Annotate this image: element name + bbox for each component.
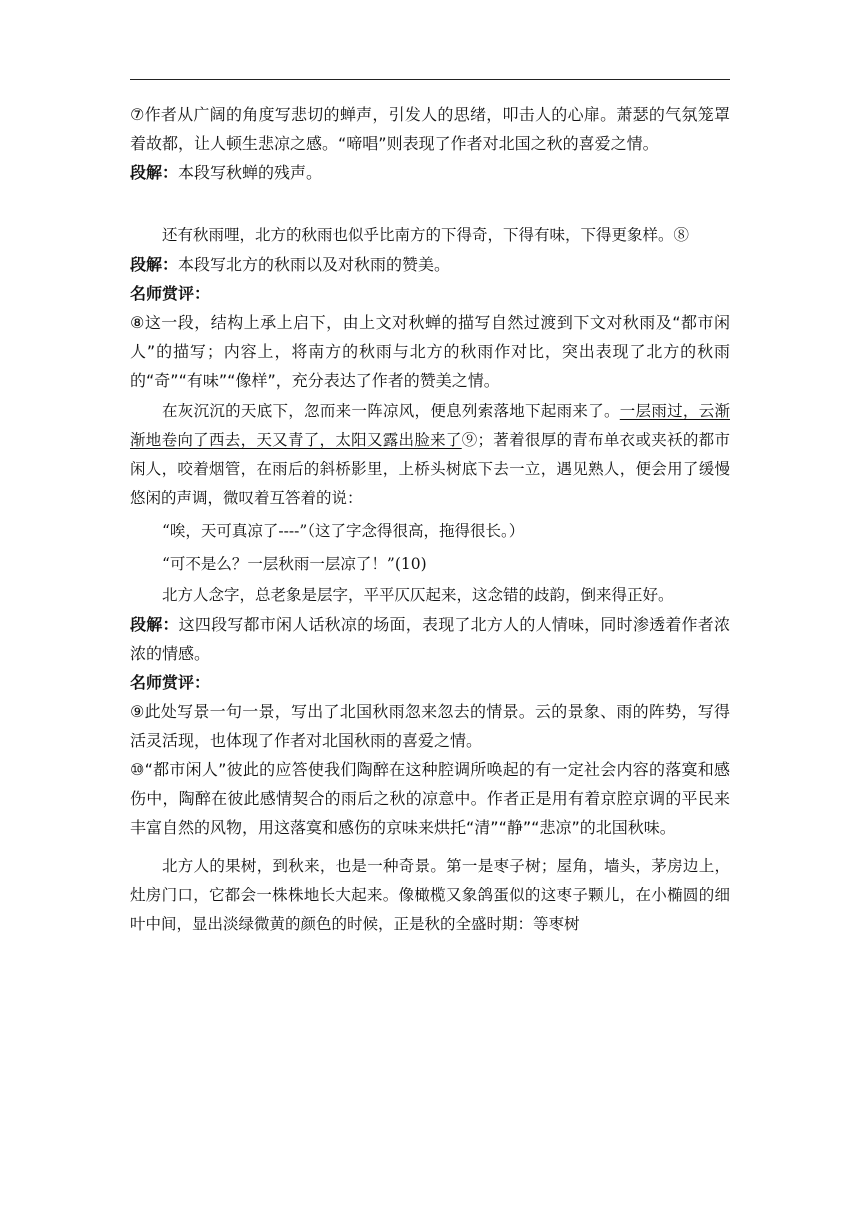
paragraph-10: 北方人念字，总老象是层字，平平仄仄起来，这念错的歧韵，倒来得正好。 xyxy=(162,586,674,604)
spacer xyxy=(130,187,730,221)
header-rule xyxy=(130,79,730,80)
note-marker-9: ⑨ xyxy=(461,431,478,449)
paragraph-11: 北方人的果树，到秋来，也是一种奇景。第一是枣子树；屋角，墙头，茅房边上，灶房门口，它都会一株株地长大起来。像橄榄又象鸽蛋似的这枣子颗儿，在小椭圆的细叶中间，显出淡绿微黄的颜色的时候，正是秋的全盛时期：等枣树 xyxy=(130,857,730,933)
segment-note-2 xyxy=(130,250,730,279)
underlined-passage: 一层雨过，云渐渐地卷向了西去，天又青了，太阳又露出脸来了 xyxy=(130,402,730,449)
segment-note-3 xyxy=(130,610,730,668)
segment-label: 段解： xyxy=(130,163,179,182)
paragraph-8-text: 还有秋雨哩，北方的秋雨也似乎比南方的下得奇，下得有味，下得更象样。 xyxy=(162,226,674,244)
annotation-8: ⑧这一段，结构上承上启下，由上文对秋蝉的描写自然过渡到下文对秋雨及“都市闲人”的描写；内容上，将南方的秋雨与北方的秋雨作对比，突出表现了北方的秋雨的“奇”“有味”“像样”，充分表达了作者的赞美之情。 xyxy=(130,313,730,390)
paragraph-8 xyxy=(130,221,730,250)
spacer xyxy=(130,842,730,852)
review-heading-1: 名师赏评： xyxy=(130,284,211,303)
segment-text: 这四段写都市闲人话秋凉的场面，表现了北方人的人情味，同时渗透着作者浓浓的情感。 xyxy=(130,615,730,663)
paragraph-9 xyxy=(130,397,730,513)
paragraph-9-text: 在灰沉沉的天底下，忽而来一阵凉风，便息列索落地下起雨来了。 xyxy=(162,402,620,420)
dialogue-line-2: “可不是么？一层秋雨一层凉了！”(10) xyxy=(162,555,427,573)
review-heading-2: 名师赏评： xyxy=(130,673,211,692)
segment-text: 本段写秋蝉的残声。 xyxy=(178,163,323,182)
annotation-9: ⑨此处写景一句一景，写出了北国秋雨忽来忽去的情景。云的景象、雨的阵势，写得活灵活现，也体现了作者对北国秋雨的喜爱之情。 xyxy=(130,702,730,750)
segment-label: 段解： xyxy=(130,255,179,274)
annotation-10: ⑩“都市闲人”彼此的应答使我们陶醉在这种腔调所唤起的有一定社会内容的落寞和感伤中，陶醉在彼此感情契合的雨后之秋的凉意中。作者正是用有着京腔京调的平民来丰富自然的风物，用这落寞和感伤的京味来烘托“清”“静”“悲凉”的北国秋味。 xyxy=(130,760,730,837)
note-marker-8: ⑧ xyxy=(673,226,690,244)
dialogue-line-1: “唉，天可真凉了----”（这了字念得很高，拖得很长。） xyxy=(162,522,525,540)
segment-note-1 xyxy=(130,158,730,187)
segment-label: 段解： xyxy=(130,615,179,634)
paragraph-9-continued: ；著着很厚的青布单衣或夹袄的都市闲人，咬着烟管，在雨后的斜桥影里，上桥头树底下去一立，遇见熟人，便会用了缓慢悠闲的声调，微叹着互答着的说： xyxy=(130,431,730,507)
document-body xyxy=(130,100,730,939)
annotation-7: ⑦作者从广阔的角度写悲切的蝉声，引发人的思绪，叩击人的心扉。萧瑟的气氛笼罩着故都，让人顿生悲凉之感。“啼唱”则表现了作者对北国之秋的喜爱之情。 xyxy=(130,105,730,153)
segment-text: 本段写北方的秋雨以及对秋雨的赞美。 xyxy=(178,255,451,274)
